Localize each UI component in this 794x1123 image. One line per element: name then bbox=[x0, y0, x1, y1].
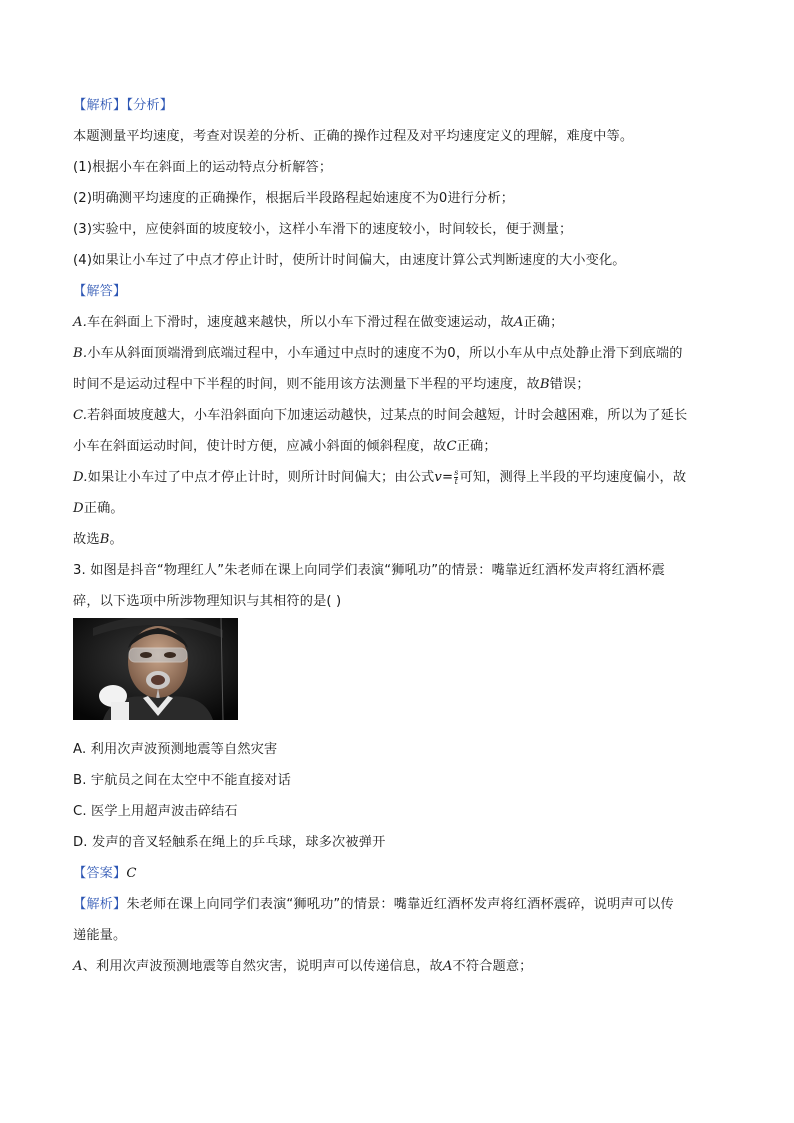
answer-b-label: B. bbox=[73, 346, 88, 361]
option-b: B. 宇航员之间在太空中不能直接对话 bbox=[73, 773, 291, 788]
jiexi-a-ref2: A bbox=[442, 959, 453, 974]
question3-photo bbox=[73, 618, 238, 720]
question3-jiexi-line1 bbox=[73, 895, 723, 926]
tag-jieda: 【解答】 bbox=[73, 284, 127, 299]
answer-b-ref: B bbox=[539, 377, 550, 392]
answer-d-label: D. bbox=[73, 470, 88, 485]
answer-c-text1: 若斜面坡度越大，小车沿斜面向下加速运动越快，过某点的时间会越短，计时会越困难，所以为了延长 bbox=[87, 408, 688, 423]
answer-a-end: 正确； bbox=[523, 315, 564, 330]
conclusion-ref: B bbox=[99, 532, 110, 547]
answer-d-line2 bbox=[73, 499, 723, 530]
answer-b-text1: 小车从斜面顶端滑到底端过程中，小车通过中点时的速度不为0，所以小车从中点处静止滑下到底端的 bbox=[87, 346, 683, 361]
formula-v: v bbox=[434, 470, 442, 485]
answer-c-line1 bbox=[73, 406, 723, 437]
answer-value: C bbox=[126, 866, 137, 881]
answer-c-label: C. bbox=[73, 408, 88, 423]
answer-b-line2 bbox=[73, 375, 723, 406]
answer-b-line1 bbox=[73, 344, 723, 375]
analysis-point-1: (1)根据小车在斜面上的运动特点分析解答； bbox=[73, 160, 333, 175]
answer-d-ref: D bbox=[73, 501, 84, 516]
jiexi-text1: 朱老师在课上向同学们表演“狮吼功”的情景：嘴靠近红酒杯发声将红酒杯震碎，说明声可以传 bbox=[126, 897, 674, 912]
analysis-point-3: (3)实验中，应使斜面的坡度较小，这样小车滑下的速度较小，时间较长，便于测量； bbox=[73, 222, 573, 237]
answer-conclusion bbox=[73, 530, 723, 561]
answer-b-text2: 时间不是运动过程中下半程的时间，则不能用该方法测量下半程的平均速度，故 bbox=[73, 377, 540, 392]
tag-jiexi: 【解析】 bbox=[73, 98, 127, 113]
conclusion-pre: 故选 bbox=[73, 532, 100, 547]
analysis-point-2: (2)明确测平均速度的正确操作，根据后半段路程起始速度不为0进行分析； bbox=[73, 191, 515, 206]
answer-a-ref: A bbox=[513, 315, 524, 330]
answer-c-line2 bbox=[73, 437, 723, 468]
option-d: D. 发声的音叉轻触系在绳上的乒乓球，球多次被弹开 bbox=[73, 835, 386, 850]
answer-c-ref: C bbox=[446, 439, 457, 454]
answer-b-end: 错误； bbox=[549, 377, 590, 392]
formula-numerator: s bbox=[454, 467, 459, 477]
analysis-point-4: (4)如果让小车过了中点才停止计时，使所计时间偏大，由速度计算公式判断速度的大小变化。 bbox=[73, 253, 626, 268]
answer-c-end: 正确； bbox=[456, 439, 497, 454]
question3-jiexi-a bbox=[73, 957, 723, 988]
answer-d-text1b: 可知，测得上半段的平均速度偏小，故 bbox=[459, 470, 687, 485]
document-page bbox=[73, 96, 723, 988]
tag-daan: 【答案】 bbox=[73, 866, 127, 881]
answer-d-line1 bbox=[73, 468, 723, 499]
answer-a-label: A. bbox=[73, 315, 88, 330]
answer-d-end: 正确。 bbox=[83, 501, 124, 516]
formula-fraction bbox=[454, 469, 458, 486]
option-c: C. 医学上用超声波击碎结石 bbox=[73, 804, 238, 819]
formula-eq: = bbox=[442, 470, 454, 485]
tag-jiexi-q3: 【解析】 bbox=[73, 897, 127, 912]
answer-a-text: 车在斜面上下滑时，速度越来越快，所以小车下滑过程在做变速运动，故 bbox=[87, 315, 514, 330]
answer-a bbox=[73, 313, 723, 344]
question3-answer bbox=[73, 864, 723, 895]
formula-denominator: t bbox=[454, 476, 459, 486]
jiexi-a-text: 、利用次声波预测地震等自然灾害，说明声可以传递信息，故 bbox=[82, 959, 443, 974]
question3-stem-line1: 3. 如图是抖音“物理红人”朱老师在课上向同学们表演“狮吼功”的情景：嘴靠近红酒杯发声将红酒杯震 bbox=[73, 563, 665, 578]
analysis-header bbox=[73, 96, 723, 127]
question3-jiexi-line2: 递能量。 bbox=[73, 928, 127, 943]
jiexi-a-ref: A bbox=[73, 959, 83, 974]
teacher-photo-illustration bbox=[73, 618, 238, 720]
answer-c-text2: 小车在斜面运动时间，使计时方便，应减小斜面的倾斜程度，故 bbox=[73, 439, 447, 454]
answer-header bbox=[73, 282, 723, 313]
option-a: A. 利用次声波预测地震等自然灾害 bbox=[73, 742, 278, 757]
jiexi-a-end: 不符合题意； bbox=[452, 959, 533, 974]
conclusion-end: 。 bbox=[109, 532, 123, 547]
analysis-intro: 本题测量平均速度，考查对误差的分析、正确的操作过程及对平均速度定义的理解，难度中等。 bbox=[73, 129, 634, 144]
answer-d-text1: 如果让小车过了中点才停止计时，则所计时间偏大；由公式 bbox=[87, 470, 435, 485]
question3-stem-line2: 碎，以下选项中所涉物理知识与其相符的是( ) bbox=[73, 594, 342, 609]
tag-fenxi: 【分析】 bbox=[126, 98, 174, 113]
